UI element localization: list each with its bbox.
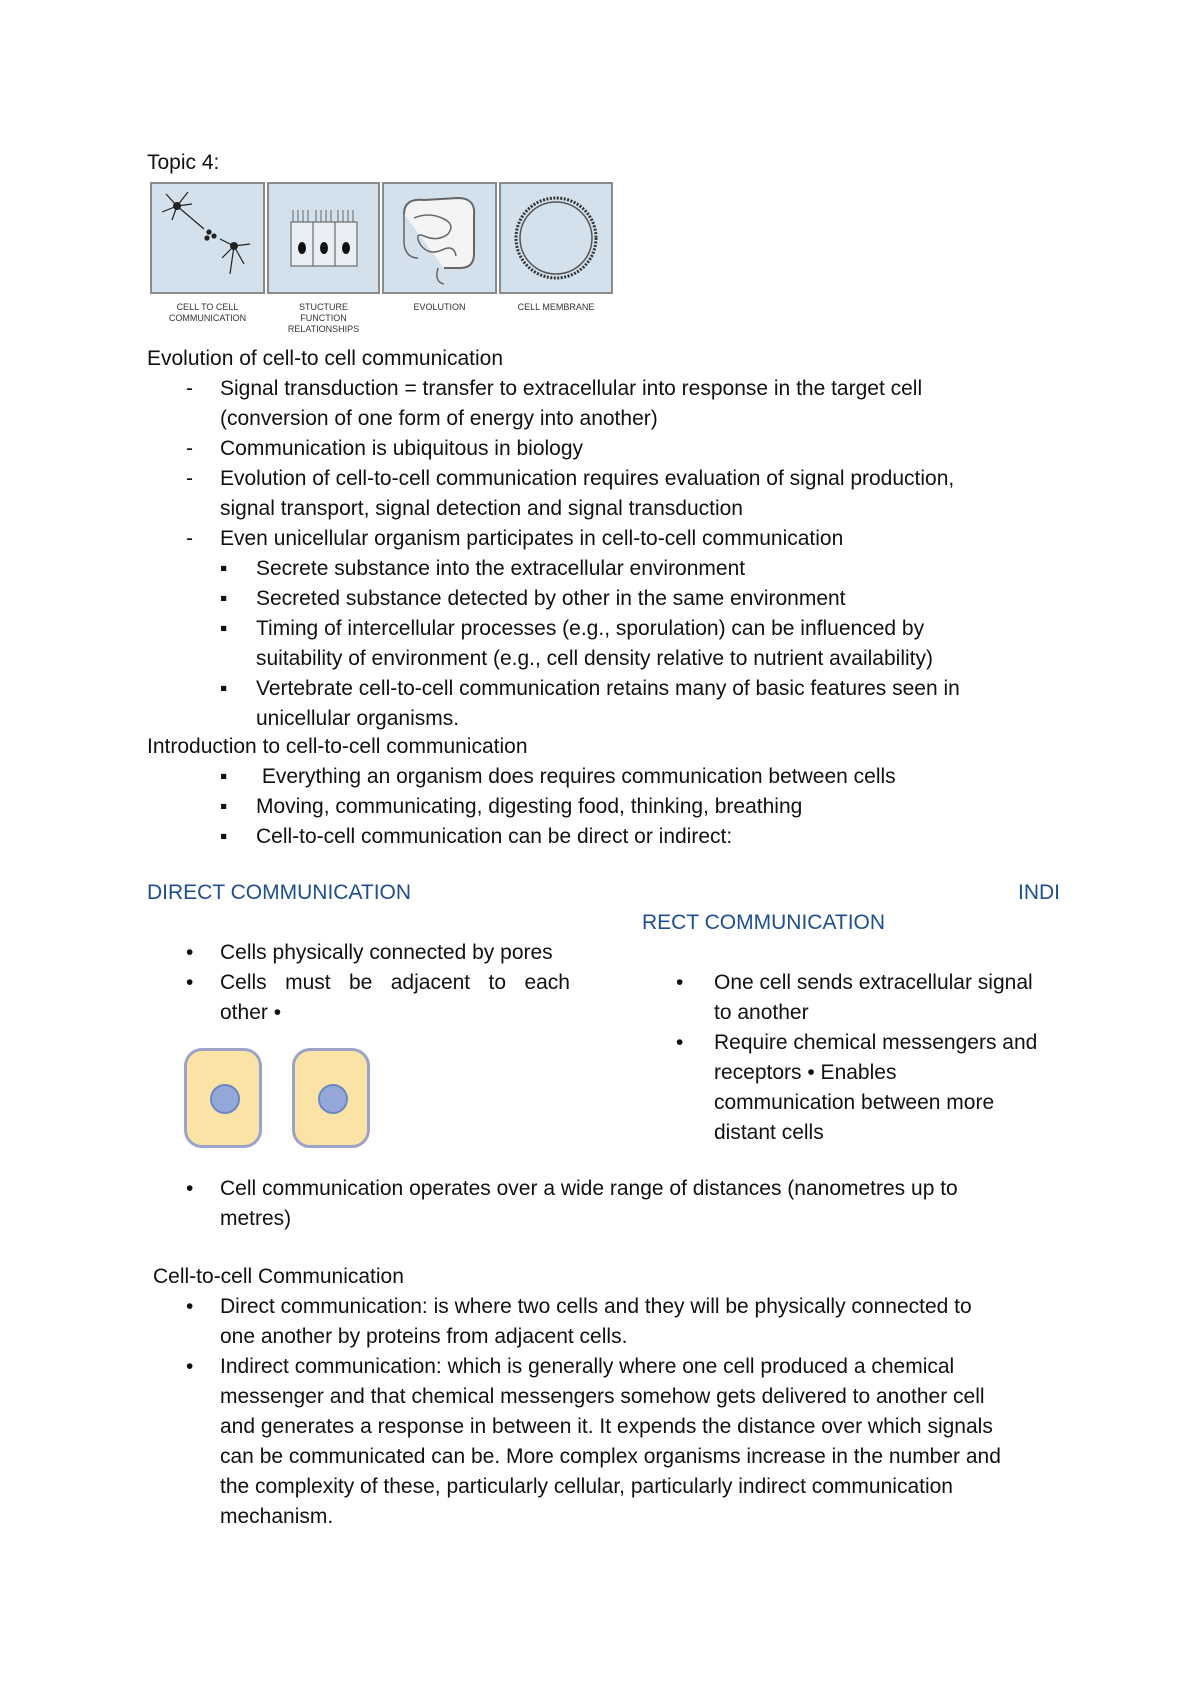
square-bullet-icon: ▪ [220, 617, 228, 640]
list-item: Secreted substance detected by other in the same environment [256, 587, 846, 610]
cell-illustration [292, 1048, 370, 1148]
list-item: other • [220, 1001, 282, 1024]
list-item: mechanism. [220, 1505, 334, 1528]
indirect-communication-heading: RECT COMMUNICATION [642, 911, 886, 934]
list-item: Cell-to-cell communication can be direct or indirect: [256, 825, 733, 848]
square-bullet-icon: ▪ [220, 587, 228, 610]
caption-line: FUNCTION [300, 313, 347, 323]
bullet-icon: • [676, 971, 684, 994]
list-item: and generates a response in between it. It expends the distance over which signals [220, 1415, 993, 1438]
caption-evolution [382, 302, 497, 313]
neuron-icon [152, 184, 263, 292]
square-bullet-icon: ▪ [220, 825, 228, 848]
list-item: messenger and that chemical messengers somehow gets delivered to another cell [220, 1385, 985, 1408]
epithelial-cells-icon [269, 184, 378, 292]
list-item: Moving, communicating, digesting food, thinking, breathing [256, 795, 803, 818]
dash-marker: - [186, 377, 193, 400]
list-item: Require chemical messengers and [714, 1031, 1038, 1054]
list-item: Vertebrate cell-to-cell communication retains many of basic features seen in [256, 677, 960, 700]
list-item: Direct communication: is where two cells and they will be physically connected to [220, 1295, 972, 1318]
caption-structure-function [267, 302, 380, 335]
caption-line: CELL MEMBRANE [517, 302, 595, 312]
section-heading-introduction: Introduction to cell-to-cell communication [147, 735, 528, 758]
dash-marker: - [186, 437, 193, 460]
bullet-icon: • [186, 1355, 194, 1378]
evolution-tile [382, 182, 497, 294]
cell-illustration [184, 1048, 262, 1148]
bullet-icon: • [186, 941, 194, 964]
list-item: the complexity of these, particularly cellular, particularly indirect communication [220, 1475, 953, 1498]
dash-marker: - [186, 467, 193, 490]
section-heading-cell-to-cell: Cell-to-cell Communication [153, 1265, 404, 1288]
bullet-icon: • [186, 971, 194, 994]
list-item: can be communicated can be. More complex organisms increase in the number and [220, 1445, 1001, 1468]
list-item: Cells physically connected by pores [220, 941, 553, 964]
caption-line: EVOLUTION [413, 302, 466, 312]
list-item: receptors • Enables [714, 1061, 897, 1084]
list-item: one another by proteins from adjacent cells. [220, 1325, 628, 1348]
square-bullet-icon: ▪ [220, 557, 228, 580]
bullet-icon: • [186, 1295, 194, 1318]
list-item: Communication is ubiquitous in biology [220, 437, 584, 460]
list-item: Cell communication operates over a wide range of distances (nanometres up to [220, 1177, 958, 1200]
list-item: to another [714, 1001, 809, 1024]
list-item: Indirect communication: which is generally where one cell produced a chemical [220, 1355, 955, 1378]
nucleus-icon [318, 1084, 348, 1114]
caption-cell-to-cell [150, 302, 265, 324]
cell-to-cell-tile [150, 182, 265, 294]
list-item: Everything an organism does requires communication between cells [256, 765, 896, 788]
bullet-icon: • [186, 1177, 194, 1200]
list-item: metres) [220, 1207, 292, 1230]
list-item: Timing of intercellular processes (e.g., sporulation) can be influenced by [256, 617, 925, 640]
dash-marker: - [186, 527, 193, 550]
nucleus-icon [210, 1084, 240, 1114]
bullet-icon: • [676, 1031, 684, 1054]
caption-cell-membrane [499, 302, 613, 313]
list-item: Even unicellular organism participates in cell-to-cell communication [220, 527, 844, 550]
caption-line: STUCTURE [299, 302, 348, 312]
indirect-communication-heading-part: INDI [1018, 881, 1060, 904]
list-item: unicellular organisms. [256, 707, 460, 730]
list-item: suitability of environment (e.g., cell density relative to nutrient availability) [256, 647, 933, 670]
list-item: signal transport, signal detection and signal transduction [220, 497, 743, 520]
structure-function-tile [267, 182, 380, 294]
caption-line: RELATIONSHIPS [287, 324, 360, 334]
square-bullet-icon: ▪ [220, 795, 228, 818]
list-item: communication between more [714, 1091, 995, 1114]
square-bullet-icon: ▪ [220, 765, 228, 788]
list-item: One cell sends extracellular signal [714, 971, 1033, 994]
caption-line: CELL TO CELL [176, 302, 239, 312]
list-item: Evolution of cell-to-cell communication requires evaluation of signal production, [220, 467, 955, 490]
list-item: (conversion of one form of energy into another) [220, 407, 658, 430]
list-item: Secrete substance into the extracellular environment [256, 557, 746, 580]
section-heading-evolution: Evolution of cell-to cell communication [147, 347, 503, 370]
list-item: Cells must be adjacent to each [220, 971, 570, 994]
cell-membrane-icon [501, 184, 611, 292]
square-bullet-icon: ▪ [220, 677, 228, 700]
caption-line: COMMUNICATION [168, 313, 247, 323]
intestine-icon [384, 184, 495, 292]
page-title: Topic 4: [147, 151, 220, 174]
direct-communication-heading: DIRECT COMMUNICATION [147, 881, 412, 904]
cell-membrane-tile [499, 182, 613, 294]
list-item: distant cells [714, 1121, 824, 1144]
list-item: Signal transduction = transfer to extracellular into response in the target cell [220, 377, 923, 400]
